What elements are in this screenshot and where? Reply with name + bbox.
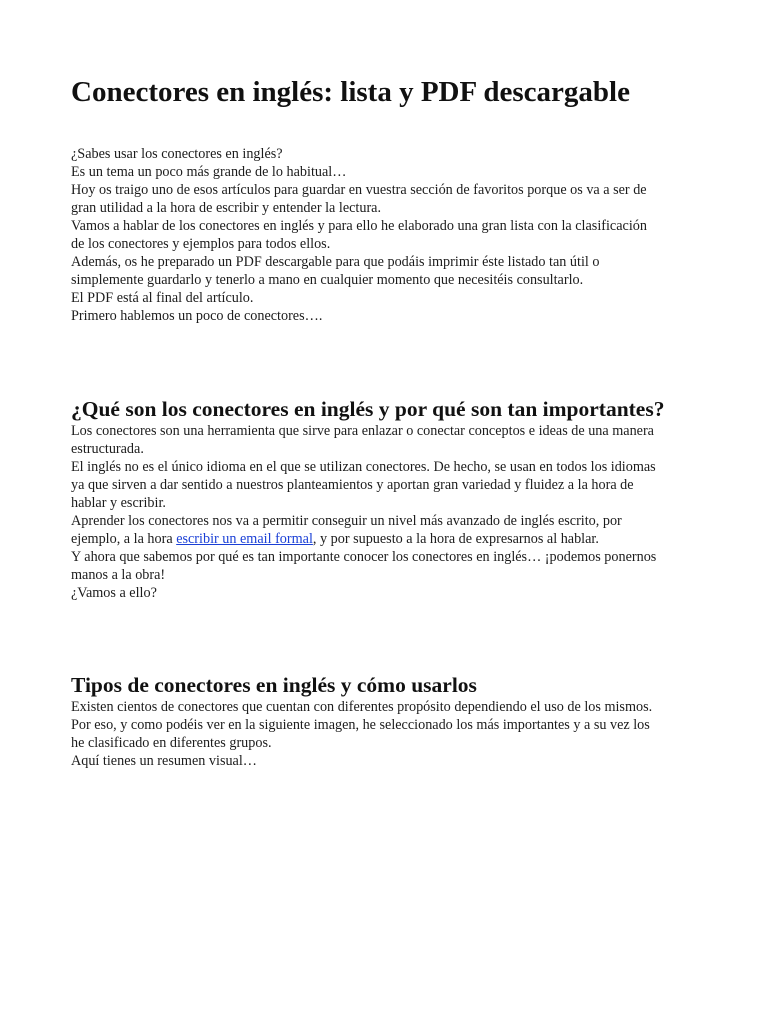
text-line: Existen cientos de conectores que cuentan con diferentes propósito dependiendo el uso de los mismos.	[71, 699, 653, 715]
text-line: estructurada.	[71, 441, 144, 457]
text-line: manos a la obra!	[71, 567, 166, 583]
text-line: El inglés no es el único idioma en el que se utilizan conectores. De hecho, se usan en todos los idiomas	[71, 459, 656, 475]
section-connector-types-body	[71, 698, 711, 770]
text-line: El PDF está al final del artículo.	[71, 290, 254, 306]
text-line: Primero hablemos un poco de conectores….	[71, 308, 323, 324]
text-line: Aquí tienes un resumen visual…	[71, 753, 257, 769]
text-line: ¿Vamos a ello?	[71, 585, 157, 601]
text-line: Y ahora que sabemos por qué es tan importante conocer los conectores en inglés… ¡podemos ponernos	[71, 549, 657, 565]
section-heading-what-are-connectors: ¿Qué son los conectores en inglés y por qué son tan importantes?	[71, 397, 665, 421]
intro-paragraph	[71, 145, 711, 325]
text-line: gran utilidad a la hora de escribir y entender la lectura.	[71, 200, 382, 216]
section-heading-connector-types: Tipos de conectores en inglés y cómo usarlos	[71, 673, 477, 697]
text-line: Hoy os traigo uno de esos artículos para guardar en vuestra sección de favoritos porque os va a ser de	[71, 182, 647, 198]
text-line: Los conectores son una herramienta que sirve para enlazar o conectar conceptos e ideas de una manera	[71, 423, 654, 439]
text-line: de los conectores y ejemplos para todos ellos.	[71, 236, 331, 252]
text-line: ya que sirven a dar sentido a nuestros planteamientos y aportan gran variedad y fluidez a la hora de	[71, 477, 634, 493]
text-line: Por eso, y como podéis ver en la siguiente imagen, he seleccionado los más importantes y a su vez los	[71, 717, 650, 733]
text-line: simplemente guardarlo y tenerlo a mano en cualquier momento que necesitéis consultarlo.	[71, 272, 584, 288]
text-line: Es un tema un poco más grande de lo habitual…	[71, 164, 347, 180]
page-title: Conectores en inglés: lista y PDF descargable	[71, 76, 630, 108]
link-suffix-text: , y por supuesto a la hora de expresarnos al hablar.	[312, 531, 599, 547]
text-line: Además, os he preparado un PDF descargable para que podáis imprimir éste listado tan útil o	[71, 254, 600, 270]
text-line-with-link	[71, 530, 711, 548]
text-line: Aprender los conectores nos va a permitir conseguir un nivel más avanzado de inglés escrito, por	[71, 513, 622, 529]
text-line: he clasificado en diferentes grupos.	[71, 735, 272, 751]
section-what-are-connectors-body	[71, 422, 711, 602]
text-line: ¿Sabes usar los conectores en inglés?	[71, 146, 283, 162]
text-line: Vamos a hablar de los conectores en inglés y para ello he elaborado una gran lista con la clasificación	[71, 218, 647, 234]
link-prefix-text: ejemplo, a la hora	[71, 531, 177, 547]
text-line: hablar y escribir.	[71, 495, 166, 511]
formal-email-link[interactable]: escribir un email formal	[176, 531, 313, 547]
